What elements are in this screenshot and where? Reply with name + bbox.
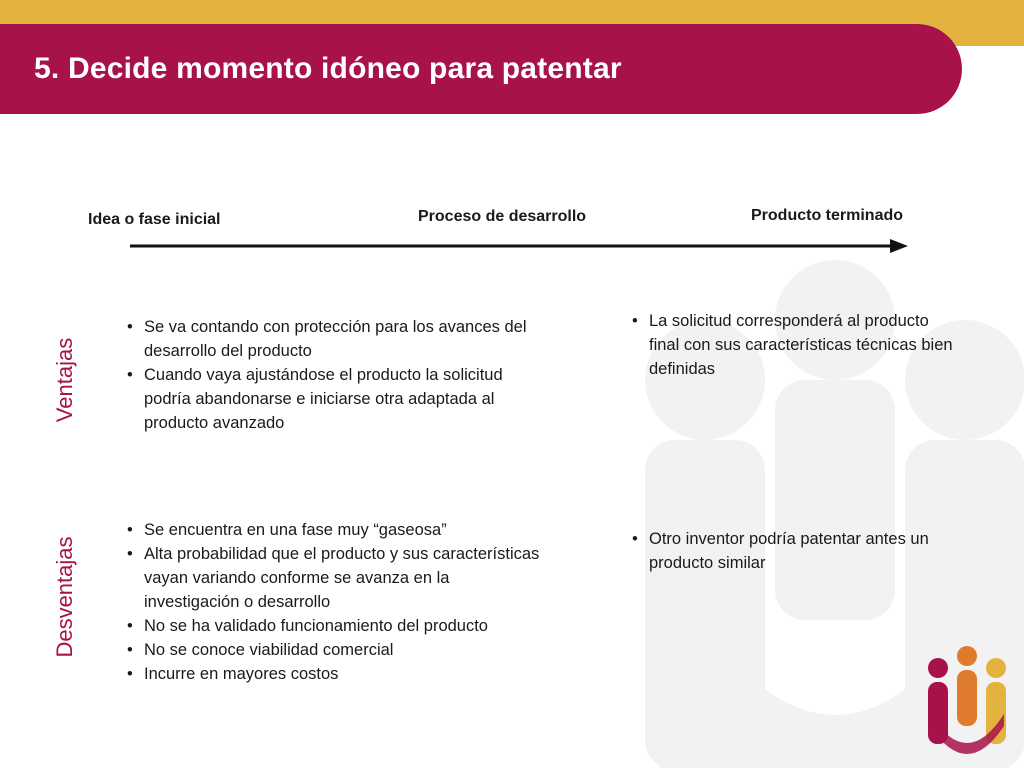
list-item: • Se encuentra en una fase muy “gaseosa” <box>124 518 544 542</box>
stage-label-finished: Producto terminado <box>751 207 904 224</box>
row-label-ventajas: Ventajas <box>52 337 77 423</box>
list-item: • Se va contando con protección para los avances del desarrollo del producto <box>124 315 544 363</box>
stage-label-initial: Idea o fase inicial <box>88 211 221 228</box>
title-bar <box>0 24 962 114</box>
timeline-arrow <box>130 234 910 258</box>
ventajas-final-list <box>629 309 959 381</box>
desventajas-initial-list <box>124 518 544 686</box>
row-label-desventajas: Desventajas <box>52 536 77 658</box>
list-item: • Incurre en mayores costos <box>124 662 544 686</box>
brand-logo-icon <box>922 644 1012 754</box>
stage-label-development: Proceso de desarrollo <box>418 208 587 225</box>
desventajas-final-list <box>629 527 959 575</box>
list-item: • Otro inventor podría patentar antes un producto similar <box>629 527 959 575</box>
ventajas-initial-list <box>124 315 544 435</box>
list-item: • Alta probabilidad que el producto y sus características vayan variando conforme se avanza en la investigación o desarrollo <box>124 542 544 614</box>
list-item: • No se conoce viabilidad comercial <box>124 638 544 662</box>
list-item: • La solicitud corresponderá al producto final con sus características técnicas bien definidas <box>629 309 959 381</box>
list-item: • Cuando vaya ajustándose el producto la solicitud podría abandonarse e iniciarse otra adaptada al producto avanzado <box>124 363 544 435</box>
slide-title: 5. Decide momento idóneo para patentar <box>34 52 622 85</box>
list-item: • No se ha validado funcionamiento del producto <box>124 614 544 638</box>
